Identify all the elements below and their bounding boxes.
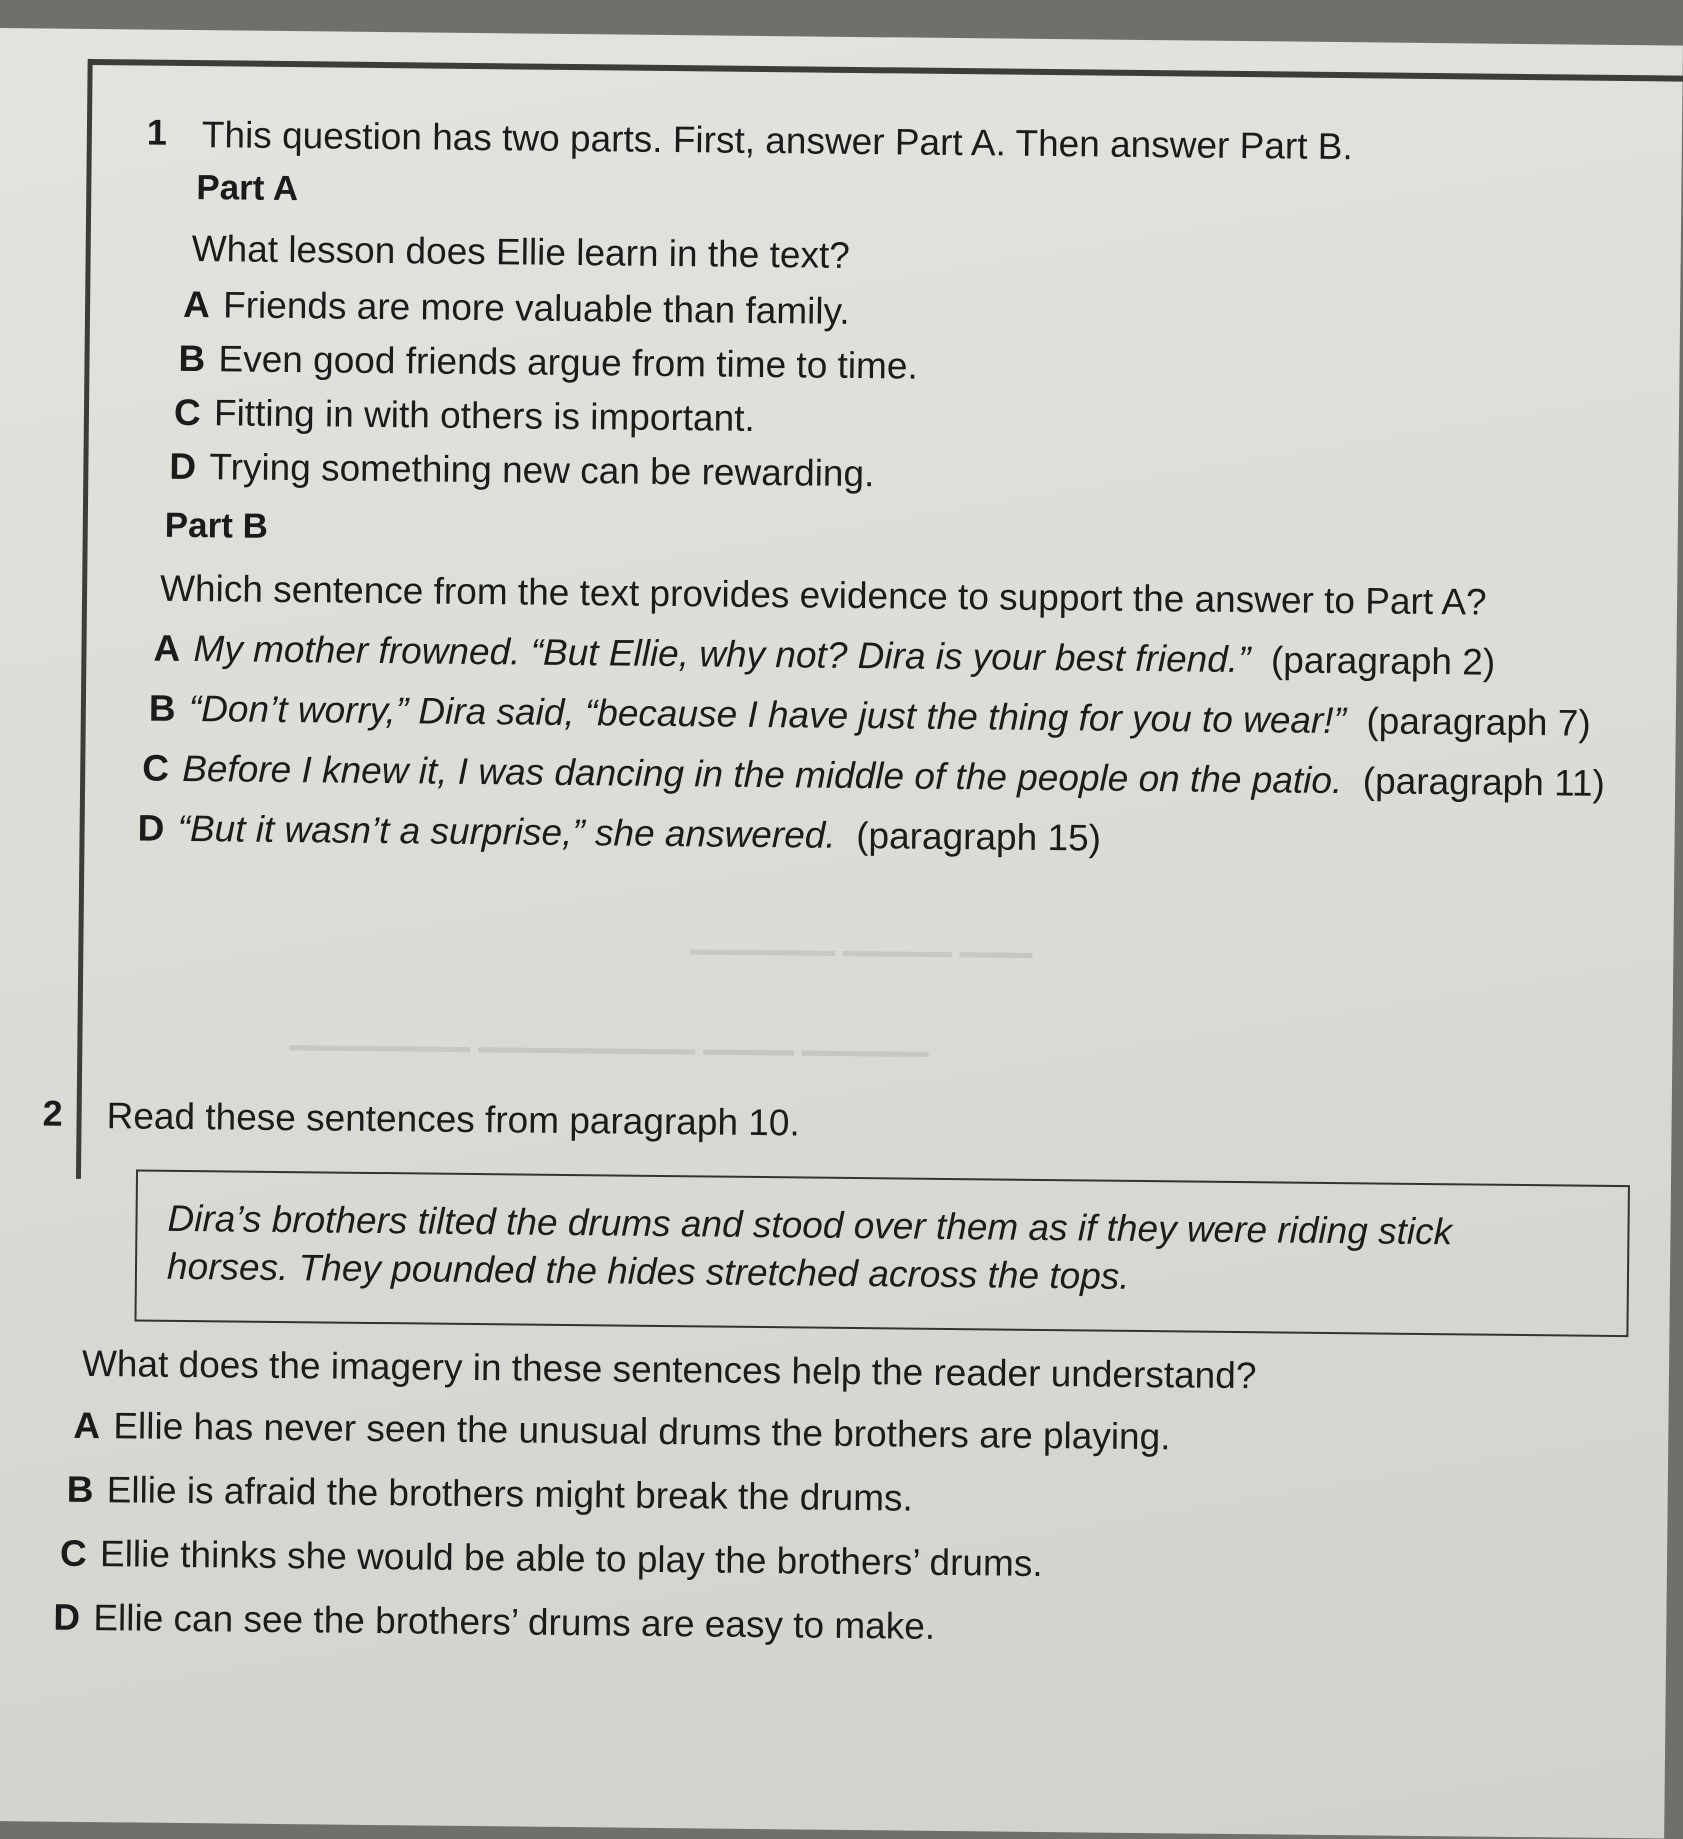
q2-choice-d[interactable] [53, 1597, 935, 1648]
choice-text: Ellie can see the brothers’ drums are easy to make. [93, 1597, 936, 1647]
choice-quote: “Don’t worry,” Dira said, “because I have just the thing for you to wear!” [188, 688, 1347, 742]
question-2-question: What does the imagery in these sentences help the reader understand? [81, 1342, 1257, 1397]
part-b-question: Which sentence from the text provides evidence to support the answer to Part A? [159, 567, 1487, 623]
choice-letter: A [182, 283, 211, 326]
part-a-choice-c[interactable] [174, 392, 755, 440]
choice-letter: B [148, 687, 176, 729]
choice-letter: D [137, 807, 165, 849]
choice-quote: Before I knew it, I was dancing in the middle of the people on the patio. [182, 747, 1343, 802]
choice-text: Ellie is afraid the brothers might break the drums. [106, 1469, 914, 1519]
part-a-choice-a[interactable] [183, 284, 850, 333]
choice-letter: B [66, 1468, 94, 1511]
question-1-number: 1 [146, 111, 168, 153]
passage-line: Dira’s brothers tilted the drums and stood over them as if they were riding stick [167, 1197, 1453, 1253]
bleed-through-texture: ━━━━━━━ ━━━━━ ━━━━━━━━━━━━ ━━━━━━━━━━ [289, 1032, 929, 1072]
choice-paragraph-ref: (paragraph 11) [1362, 760, 1606, 804]
choice-letter: B [178, 337, 206, 380]
question-1-stem: This question has two parts. First, answer Part A. Then answer Part B. [201, 114, 1353, 168]
choice-letter: D [53, 1596, 81, 1638]
q2-choice-b[interactable] [66, 1469, 913, 1520]
choice-text: Fitting in with others is important. [213, 392, 755, 439]
passage-line: horses. They pounded the hides stretched across the tops. [166, 1245, 1130, 1297]
left-border-rule [76, 59, 93, 1179]
choice-letter: C [173, 391, 201, 434]
choice-text: Even good friends argue from time to time. [218, 338, 918, 387]
part-b-choice-d[interactable] [137, 807, 1101, 859]
part-b-choice-c[interactable] [142, 748, 1605, 805]
choice-letter: D [169, 445, 197, 488]
choice-quote: My mother frowned. “But Ellie, why not? Dira is your best friend.” [193, 628, 1251, 681]
q2-choice-a[interactable] [73, 1405, 1171, 1458]
worksheet-page [0, 28, 1683, 1839]
part-b-choice-b[interactable] [149, 688, 1591, 745]
part-a-choice-b[interactable] [178, 338, 918, 388]
choice-text: Ellie thinks she would be able to play the brothers’ drums. [99, 1533, 1043, 1585]
q2-choice-c[interactable] [60, 1533, 1043, 1585]
choice-letter: A [153, 627, 181, 669]
question-2-number: 2 [42, 1092, 63, 1134]
part-a-question: What lesson does Ellie learn in the text? [191, 228, 851, 276]
bleed-through-texture: ━━━━ ━━━━━━ ━━━━━━━━ [690, 936, 1033, 973]
top-border-rule [90, 59, 1683, 82]
choice-paragraph-ref: (paragraph 7) [1366, 700, 1591, 744]
part-b-heading: Part B [164, 505, 269, 546]
choice-text: Ellie has never seen the unusual drums the brothers are playing. [113, 1405, 1171, 1458]
choice-letter: A [73, 1404, 101, 1447]
choice-paragraph-ref: (paragraph 15) [856, 815, 1102, 859]
choice-text: Friends are more valuable than family. [222, 284, 850, 332]
passage-excerpt [167, 1195, 1608, 1306]
choice-paragraph-ref: (paragraph 2) [1270, 639, 1496, 683]
part-a-heading: Part A [196, 168, 299, 209]
choice-letter: C [59, 1532, 87, 1574]
choice-letter: C [142, 747, 170, 789]
choice-quote: “But it wasn’t a surprise,” she answered. [177, 807, 836, 856]
part-b-choice-a[interactable] [153, 628, 1495, 684]
part-a-choice-d[interactable] [169, 446, 874, 495]
question-2-stem: Read these sentences from paragraph 10. [106, 1095, 800, 1144]
choice-text: Trying something new can be rewarding. [209, 446, 875, 495]
